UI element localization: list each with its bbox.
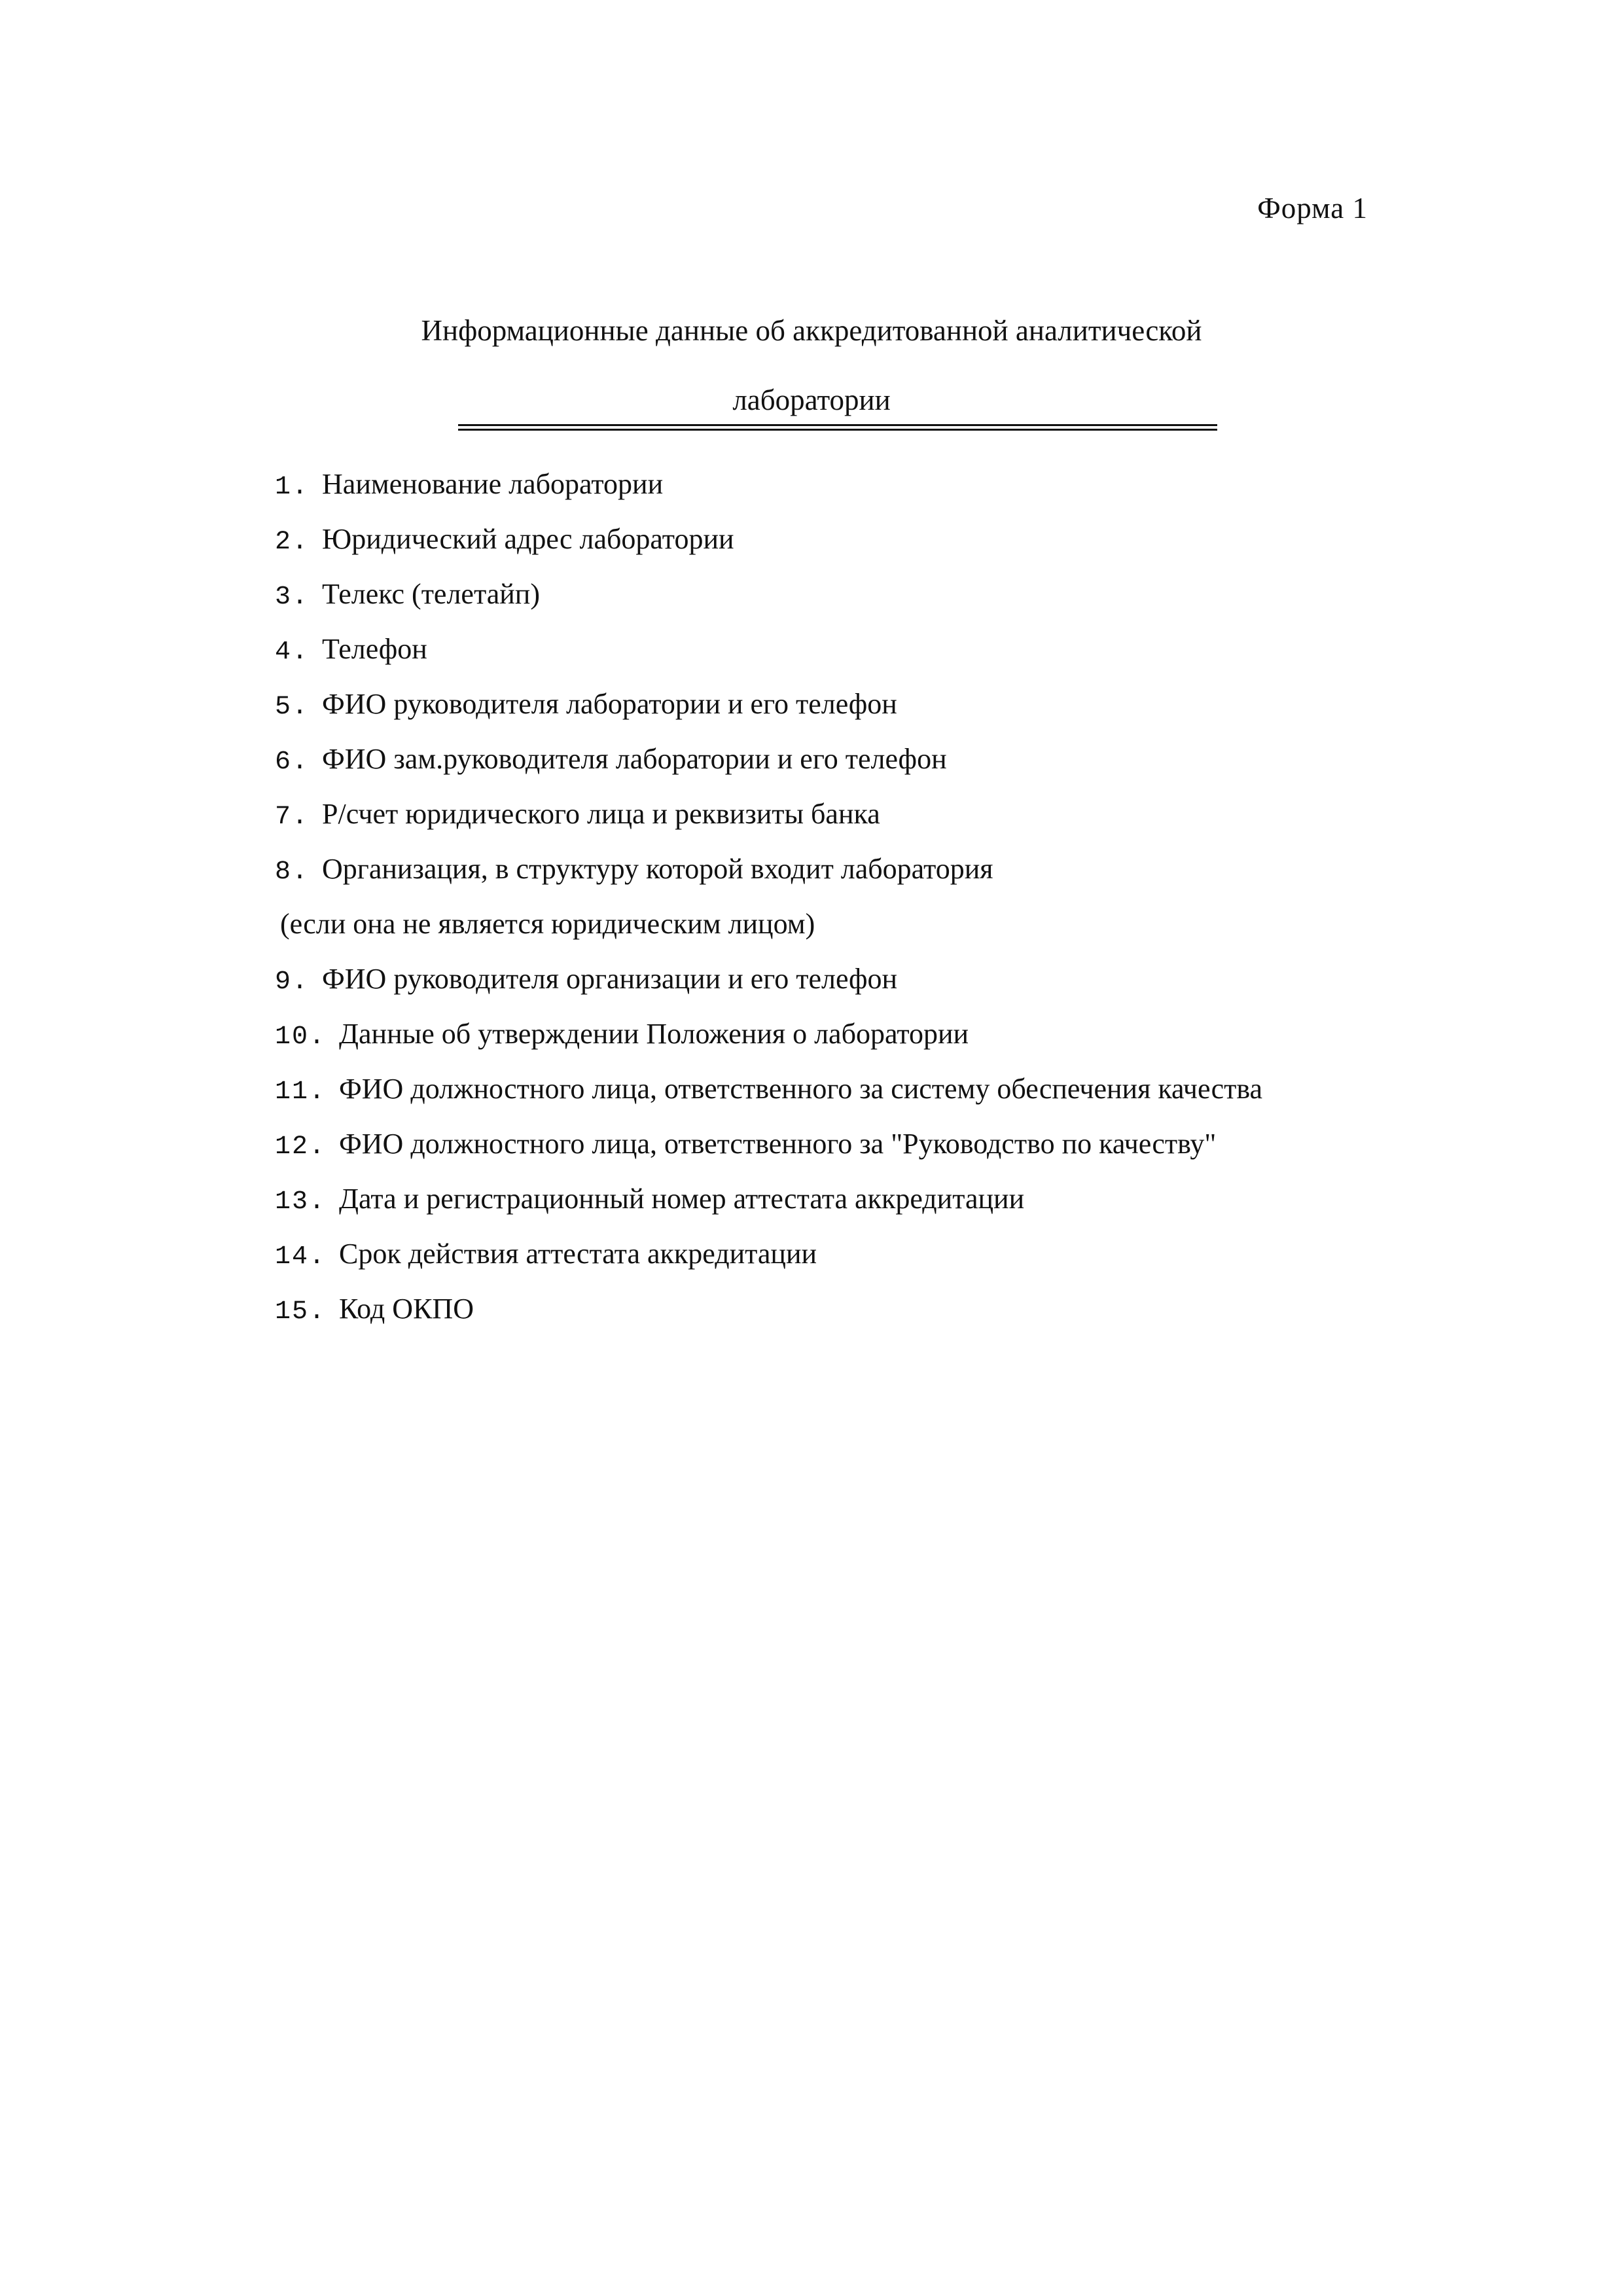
- item-number: 4.: [275, 637, 310, 667]
- form-number-label: Форма 1: [1257, 192, 1368, 224]
- item-text: ФИО должностного лица, ответственного за "Руководство по качеству": [339, 1128, 1217, 1160]
- item-text: Телекс (телетайп): [322, 578, 540, 610]
- item-text: Телефон: [322, 633, 427, 665]
- item-number: 6.: [275, 747, 310, 777]
- list-item: [275, 842, 1262, 897]
- item-number: 1.: [275, 473, 310, 502]
- rule-line-top: [458, 424, 1217, 426]
- item-number: 12.: [275, 1132, 327, 1162]
- item-number: 8.: [275, 857, 310, 887]
- list-item: [275, 512, 1262, 567]
- item-number: 14.: [275, 1242, 327, 1272]
- item-text: Организация, в структуру которой входит лаборатория: [322, 853, 993, 885]
- list-item: [275, 1117, 1262, 1172]
- list-item: [275, 1007, 1262, 1062]
- item-number: 9.: [275, 967, 310, 997]
- item-text: Дата и регистрационный номер аттестата аккредитации: [339, 1183, 1025, 1215]
- item-text: Юридический адрес лаборатории: [322, 523, 734, 555]
- rule-line-bottom: [458, 429, 1217, 431]
- list-item: [275, 1172, 1262, 1227]
- item-number: 3.: [275, 583, 310, 612]
- list-item: [275, 677, 1262, 732]
- title-line-1: Информационные данные об аккредитованной аналитической: [421, 314, 1202, 347]
- item-text: Код ОКПО: [339, 1293, 474, 1325]
- field-list: [275, 457, 1262, 1336]
- list-item: [275, 1282, 1262, 1336]
- title-double-rule: [458, 424, 1217, 431]
- list-item: [275, 622, 1262, 677]
- list-item: [275, 1062, 1262, 1117]
- title-line-2: лаборатории: [732, 384, 891, 416]
- item-text: Данные об утверждении Положения о лаборатории: [339, 1018, 969, 1050]
- list-item: [275, 787, 1262, 842]
- item-text: Срок действия аттестата аккредитации: [339, 1238, 817, 1270]
- item-number: 5.: [275, 692, 310, 722]
- item-text: ФИО руководителя организации и его телефон: [322, 963, 898, 995]
- item-number: 7.: [275, 802, 310, 832]
- item-text: ФИО должностного лица, ответственного за систему обеспечения качества: [339, 1073, 1263, 1105]
- item-text: Наименование лаборатории: [322, 468, 664, 500]
- list-item: [275, 732, 1262, 787]
- item-number: 13.: [275, 1187, 327, 1217]
- item-number: 2.: [275, 528, 310, 557]
- item-number: 10.: [275, 1022, 327, 1052]
- item-number: 11.: [275, 1077, 327, 1107]
- list-item: [275, 952, 1262, 1007]
- list-item: [275, 457, 1262, 512]
- item-text: ФИО руководителя лаборатории и его телефон: [322, 688, 897, 720]
- item-text: Р/счет юридического лица и реквизиты банка: [322, 798, 880, 830]
- list-item: [275, 1227, 1262, 1282]
- item-number: 15.: [275, 1297, 327, 1327]
- list-item-continuation: [275, 897, 1262, 952]
- list-item: [275, 567, 1262, 622]
- document-title: [0, 296, 1623, 435]
- item-text: (если она не является юридическим лицом): [280, 908, 815, 940]
- item-text: ФИО зам.руководителя лаборатории и его телефон: [322, 743, 947, 775]
